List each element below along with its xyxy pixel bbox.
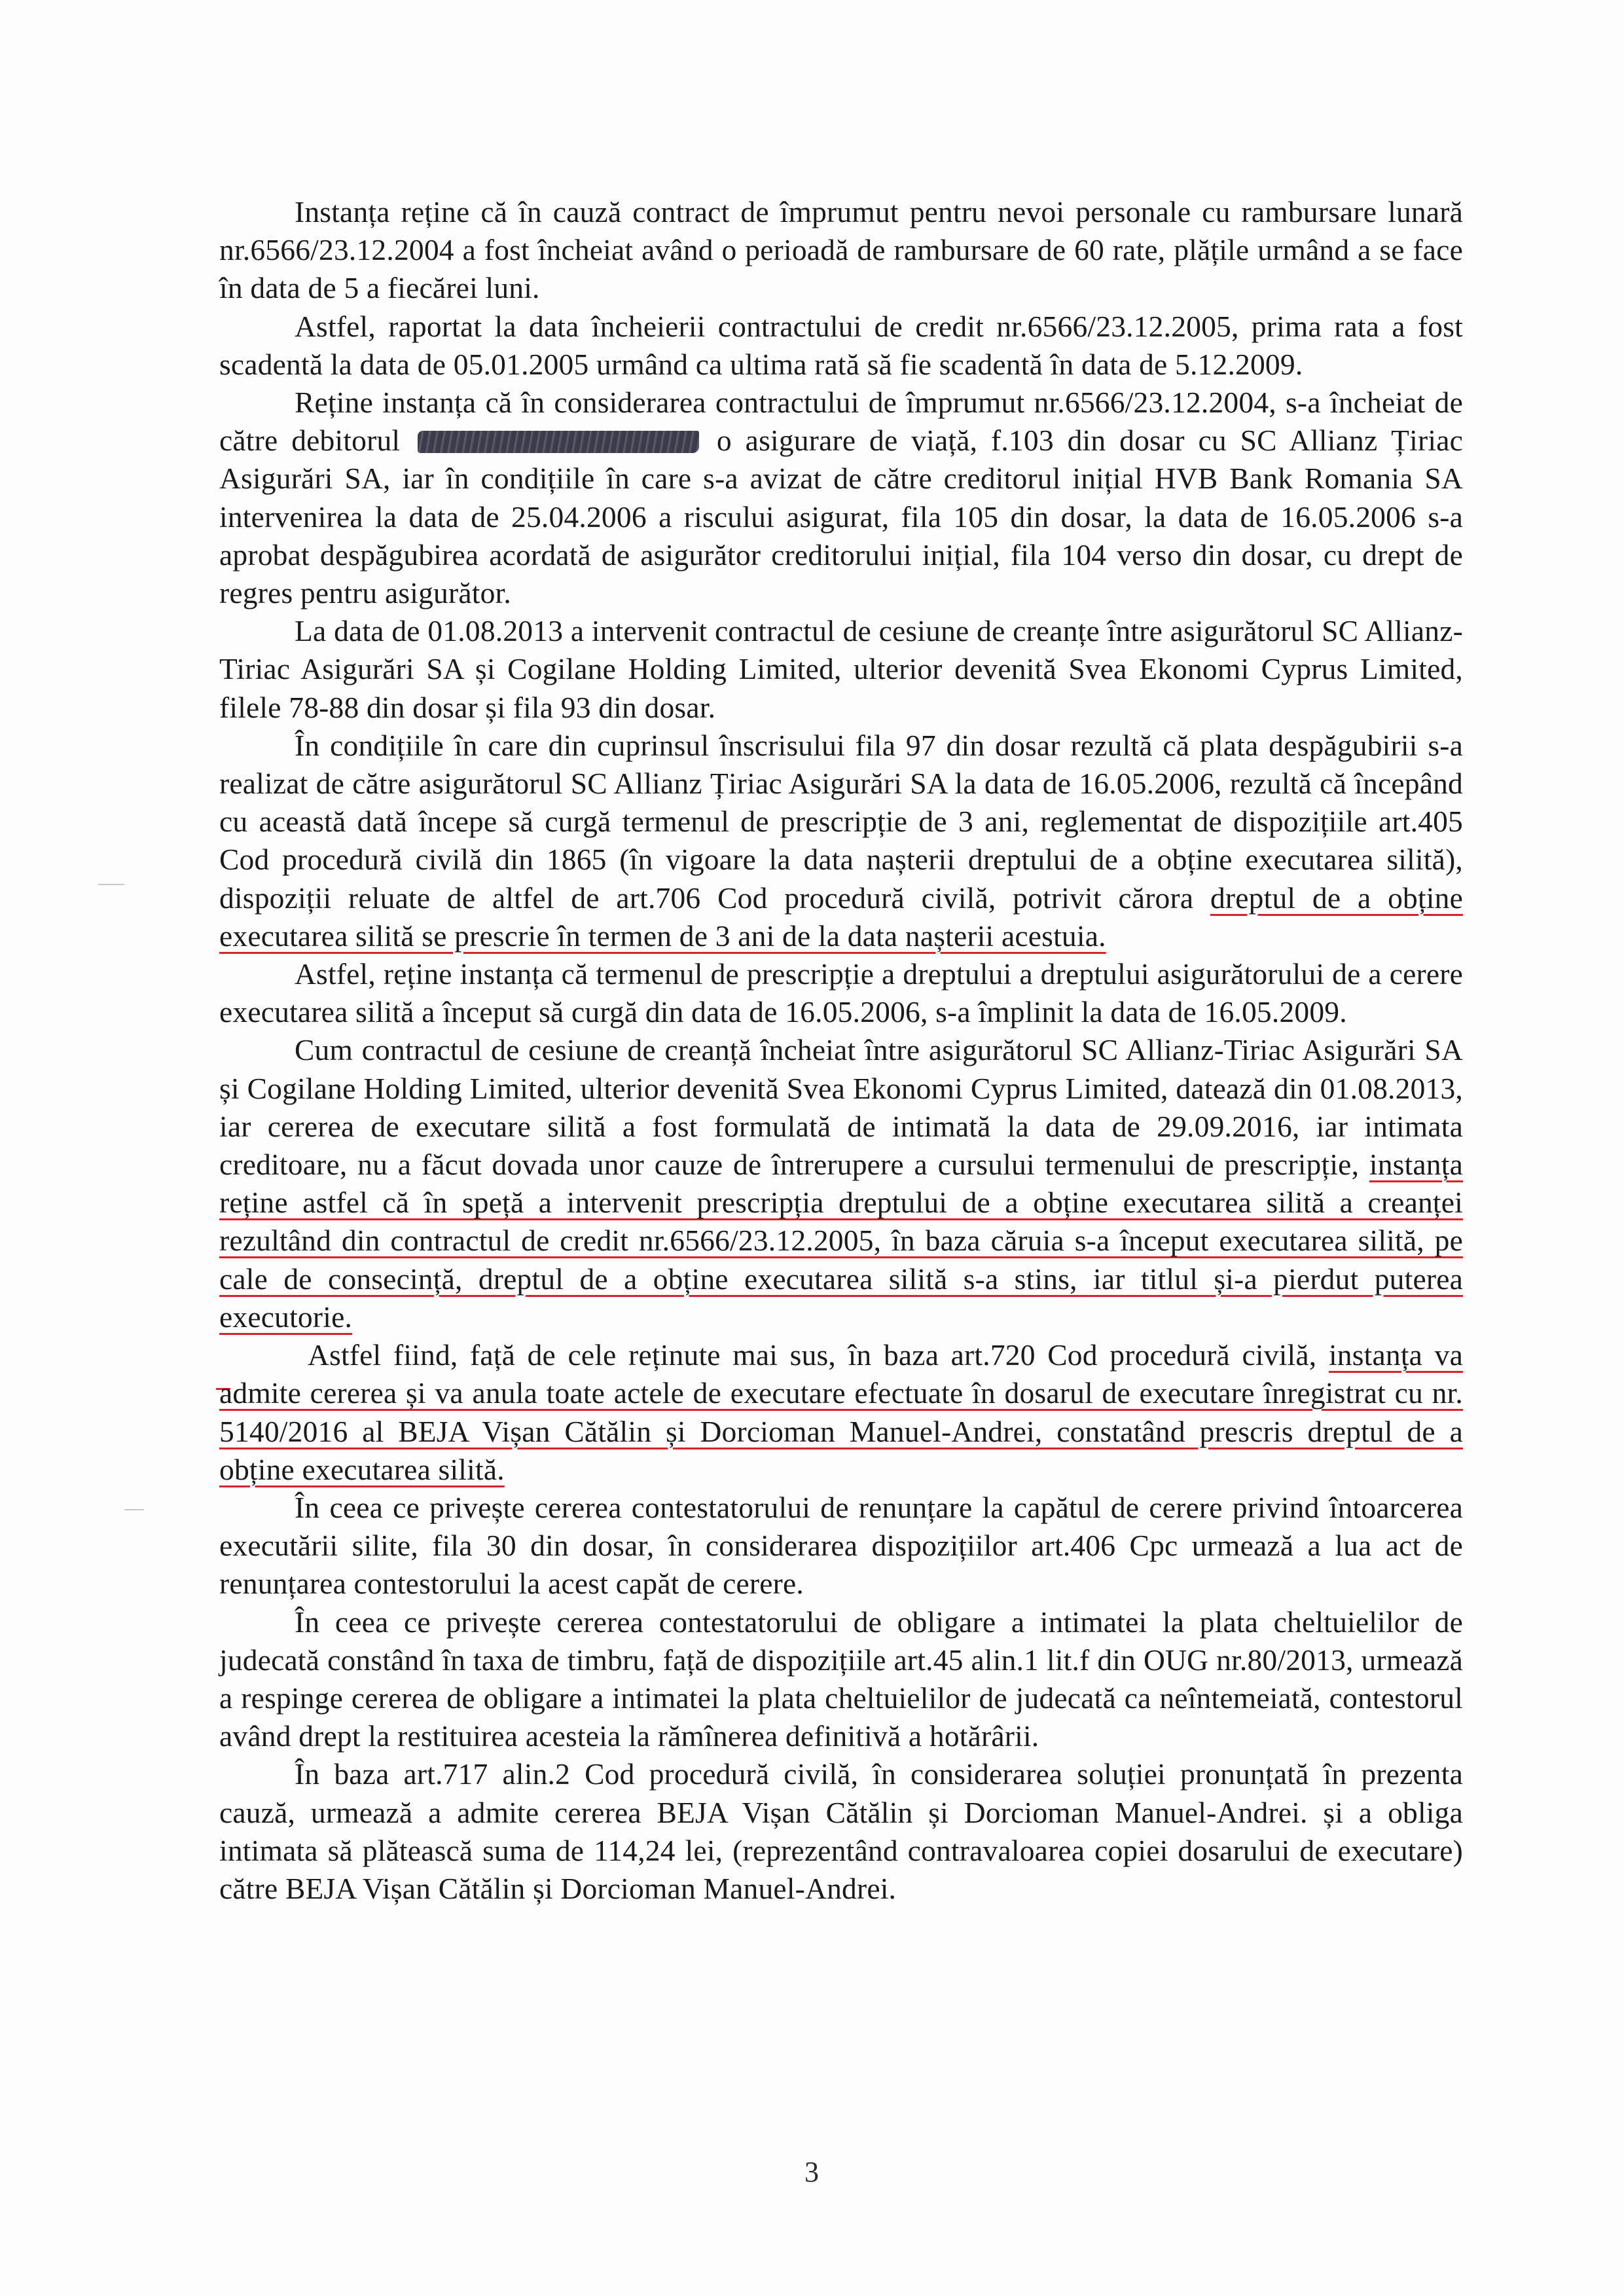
paragraph-p11 — [219, 1755, 1463, 1908]
redacted-name — [418, 431, 699, 453]
paragraph-p1 — [219, 193, 1463, 308]
paragraph-p10 — [219, 1603, 1463, 1756]
paragraph-text: Astfel fiind, față de cele reținute mai sus, în baza art.720 Cod procedură civilă, — [308, 1338, 1329, 1372]
paragraph-p3 — [219, 384, 1463, 612]
underlined-passage: instanța va admite cererea și va anula toate actele de executare efectuate în dosarul de executare înregistrat cu nr. 5140/2016 al BEJA Vișan Cătălin și Dorcioman Manuel-Andrei, constatând prescris dreptul de a obține executarea silită. — [219, 1338, 1463, 1486]
paragraph-text: Cum contractul de cesiune de creanță încheiat între asigurătorul SC Allianz-Tiriac Asigurări SA și Cogilane Holding Limited, ulterior devenită Svea Ekonomi Cyprus Limited, datează din 01.08.2013, iar cererea de executare silită a fost formulată de intimată la data de 29.09.2016, iar intimata creditoare, nu a făcut dovada unor cauze de întrerupere a cursului termenului de prescripție, — [219, 1033, 1463, 1182]
paragraph-text: Instanța reține că în cauză contract de împrumut pentru nevoi personale cu rambursare lunară nr.6566/23.12.2004 a fost încheiat având o perioadă de rambursare de 60 rate, plățile urmând a se face în data de 5 a fiecărei luni. — [219, 195, 1463, 305]
paragraph-text: În ceea ce privește cererea contestatorului de renunțare la capătul de cerere privind întoarcerea executării silite, fila 30 din dosar, în considerarea dispozițiilor art.406 Cpc urmează a lua act de renunțarea contestorului la acest capăt de cerere. — [219, 1490, 1463, 1601]
underlined-passage: dreptul de a obține executarea silită se prescrie în termen de 3 ani de la data nașterii acestuia. — [219, 881, 1463, 953]
paragraph-text: Astfel, raportat la data încheierii contractului de credit nr.6566/23.12.2005, prima rata a fost scadentă la data de 05.01.2005 urmând ca ultima rată să fie scadentă în data de 5.12.2009. — [219, 309, 1463, 381]
page-number: 3 — [804, 2156, 819, 2188]
paragraph-text: În ceea ce privește cererea contestatorului de obligare a intimatei la plata cheltuielilor de judecată constând în taxa de timbru, față de dispozițiile art.45 alin.1 lit.f din OUG nr.80/2013, urmează a respinge cererea de obligare a intimatei la plata cheltuielilor de judecată ca neîntemeiată, contestorul având drept la restituirea acesteia la rămînerea definitivă a hotărârii. — [219, 1605, 1463, 1753]
paragraph-p5 — [219, 727, 1463, 955]
paragraph-text: Reține instanța că în considerarea contractului de împrumut nr.6566/23.12.2004, s-a încheiat de către debitorul — [219, 386, 1463, 458]
document-body — [219, 193, 1463, 1908]
paragraph-p4 — [219, 612, 1463, 727]
margin-mark — [124, 1509, 144, 1510]
margin-mark — [98, 884, 124, 885]
paragraph-text: Astfel, reține instanța că termenul de prescripție a dreptului a dreptului asigurătorului de a cerere executarea silită a început să curgă din data de 16.05.2006, s-a împlinit la data de 16.05.2009. — [219, 957, 1463, 1029]
paragraph-p8 — [219, 1336, 1463, 1489]
paragraph-p6 — [219, 955, 1463, 1031]
paragraph-text: La data de 01.08.2013 a intervenit contractul de cesiune de creanțe între asigurătorul SC Allianz-Tiriac Asigurări SA și Cogilane Holding Limited, ulterior devenită Svea Ekonomi Cyprus Limited, filele 78-88 din dosar și fila 93 din dosar. — [219, 614, 1463, 724]
paragraph-p9 — [219, 1489, 1463, 1603]
paragraph-text: o asigurare de viață, f.103 din dosar cu SC Allianz Țiriac Asigurări SA, iar în condițiile în care s-a avizat de către creditorul inițial HVB Bank Romania SA intervenirea la data de 25.04.2006 a riscului asigurat, fila 105 din dosar, la data de 16.05.2006 s-a aprobat despăgubirea acordată de asigurător creditorului inițial, fila 104 verso din dosar, cu drept de regres pentru asigurător. — [219, 424, 1463, 610]
paragraph-p7 — [219, 1031, 1463, 1336]
paragraph-text: În baza art.717 alin.2 Cod procedură civilă, în considerarea soluției pronunțată în prezenta cauză, urmează a admite cererea BEJA Vișan Cătălin și Dorcioman Manuel-Andrei. și a obliga intimata să plătească suma de 114,24 lei, (reprezentând contravaloarea copiei dosarului de executare) către BEJA Vișan Cătălin și Dorcioman Manuel-Andrei. — [219, 1757, 1463, 1905]
underlined-passage: instanța reține astfel că în speță a intervenit prescripția dreptului de a obține executarea silită a creanței rezultând din contractul de credit nr.6566/23.12.2005, în baza căruia s-a început executarea silită, pe cale de consecință, dreptul de a obține executarea silită s-a stins, iar titlul și-a pierdut puterea executorie. — [219, 1148, 1463, 1334]
paragraph-text: În condițiile în care din cuprinsul înscrisului fila 97 din dosar rezultă că plata despăgubirii s-a realizat de către asigurătorul SC Allianz Țiriac Asigurări SA la data de 16.05.2006, rezultă că începând cu această dată începe să curgă termenul de prescripție de 3 ani, reglementat de dispozițiile art.405 Cod procedură civilă din 1865 (în vigoare la data nașterii dreptului de a obține executarea silită), dispoziții reluate de altfel de art.706 Cod procedură civilă, potrivit cărora — [219, 728, 1463, 915]
paragraph-p2 — [219, 308, 1463, 384]
